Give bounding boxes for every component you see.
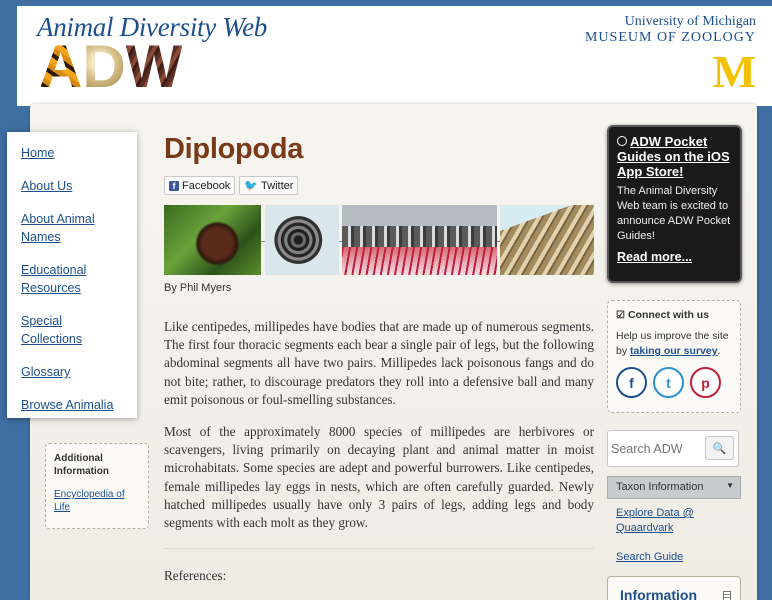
- promo-title-text: ADW Pocket Guides on the iOS App Store!: [617, 134, 730, 179]
- app-store-icon: [617, 136, 627, 146]
- information-box: [607, 576, 741, 600]
- left-nav: [7, 132, 137, 418]
- body-paragraph: Like centipedes, millipedes have bodies that are made up of numerous segments. The first four thoracic segments each bear a single pair of legs, but the following abdominal segments all have two pairs. Millipedes lack poisonous fangs and do not bite; rather, to discourage predators they roll into a defensive ball and many emit poisonous or foul-smelling substances.: [164, 319, 594, 407]
- taxon-dropdown-value: Taxon Information: [616, 481, 704, 493]
- facebook-social-icon[interactable]: f: [616, 367, 647, 398]
- page-title: Diplopoda: [164, 133, 304, 165]
- nav-item-educational-resources[interactable]: Educational Resources: [21, 263, 87, 295]
- facebook-share-button[interactable]: [164, 176, 235, 195]
- millipede-photo-3[interactable]: [342, 205, 497, 275]
- twitter-icon: 🐦: [244, 180, 259, 192]
- social-links: [616, 367, 732, 398]
- promo-title[interactable]: [617, 134, 732, 179]
- photo-credit: By Phil Myers: [164, 282, 232, 294]
- millipede-photo-1[interactable]: [164, 205, 261, 275]
- search-box: [607, 430, 739, 467]
- nav-item-home[interactable]: Home: [21, 146, 55, 160]
- museum-name[interactable]: MUSEUM OF ZOOLOGY: [584, 30, 756, 45]
- twitter-share-label: Twitter: [261, 179, 294, 192]
- connect-body-suffix: .: [717, 345, 721, 357]
- references-heading: References:: [164, 568, 227, 583]
- millipede-photo-2[interactable]: [265, 205, 339, 275]
- logo-letter-a: A: [39, 33, 83, 100]
- check-icon: ☑: [616, 310, 625, 321]
- search-guide-link[interactable]: Search Guide: [616, 551, 684, 563]
- university-name[interactable]: University of Michigan: [624, 14, 756, 29]
- explore-data-link[interactable]: Explore Data @ Quaardvark: [616, 507, 694, 534]
- section-divider: [164, 548, 594, 549]
- facebook-icon: f: [169, 181, 179, 191]
- body-paragraph: Most of the approximately 8000 species of millipedes are herbivores or scavengers, living primarily on decaying plant and animal matter in moist microhabitats. Some species are adept and powerful burrowers. Like centipedes, female millipedes lay eggs in nests, which are often carefully guarded. Newly hatched millipedes usually have only 3 pairs of legs, adding legs and body segments with each molt as they grow.: [164, 424, 594, 531]
- nav-item-about-us[interactable]: About Us: [21, 179, 73, 193]
- main-content: [164, 130, 594, 583]
- nav-item-special-collections[interactable]: Special Collections: [21, 314, 83, 346]
- twitter-share-button[interactable]: [239, 176, 298, 195]
- adw-logo[interactable]: [39, 33, 183, 100]
- site-title[interactable]: Animal Diversity Web: [37, 12, 267, 42]
- logo-letter-w: W: [125, 33, 183, 100]
- site-header: [17, 6, 772, 106]
- survey-link[interactable]: taking our survey: [630, 345, 718, 357]
- nav-item-glossary[interactable]: Glossary: [21, 365, 71, 379]
- search-input[interactable]: [611, 439, 701, 459]
- read-more-link[interactable]: Read more...: [617, 250, 693, 264]
- chevron-down-icon: ▼: [726, 481, 734, 490]
- logo-letter-d: D: [82, 33, 126, 100]
- photo-gallery: [164, 205, 594, 275]
- share-buttons: [164, 176, 594, 195]
- twitter-social-icon[interactable]: t: [653, 367, 684, 398]
- nav-item-browse-animalia[interactable]: Browse Animalia: [21, 398, 114, 412]
- connect-title: [616, 309, 732, 321]
- document-icon[interactable]: [723, 591, 731, 600]
- block-m-logo[interactable]: M: [712, 46, 756, 97]
- search-icon: 🔍: [712, 442, 727, 455]
- encyclopedia-of-life-link[interactable]: Encyclopedia of Life: [54, 489, 125, 513]
- connect-body: [616, 329, 732, 359]
- connect-body-prefix: Help us improve the site by: [616, 330, 729, 357]
- connect-title-text: Connect with us: [627, 309, 710, 321]
- pocket-guides-promo: [607, 125, 742, 283]
- promo-body: The Animal Diversity Web team is excited to announce ADW Pocket Guides!: [617, 185, 731, 242]
- connect-box: [607, 300, 741, 413]
- facebook-share-label: Facebook: [182, 179, 231, 192]
- information-title: Information: [620, 587, 697, 600]
- taxon-information-dropdown[interactable]: [607, 476, 741, 499]
- millipede-photo-4[interactable]: [500, 205, 594, 275]
- additional-information-box: [45, 443, 149, 529]
- additional-information-title: Additional Information: [54, 453, 109, 477]
- search-button[interactable]: [705, 436, 734, 460]
- pinterest-social-icon[interactable]: p: [690, 367, 721, 398]
- nav-item-about-animal-names[interactable]: About Animal Names: [21, 212, 95, 244]
